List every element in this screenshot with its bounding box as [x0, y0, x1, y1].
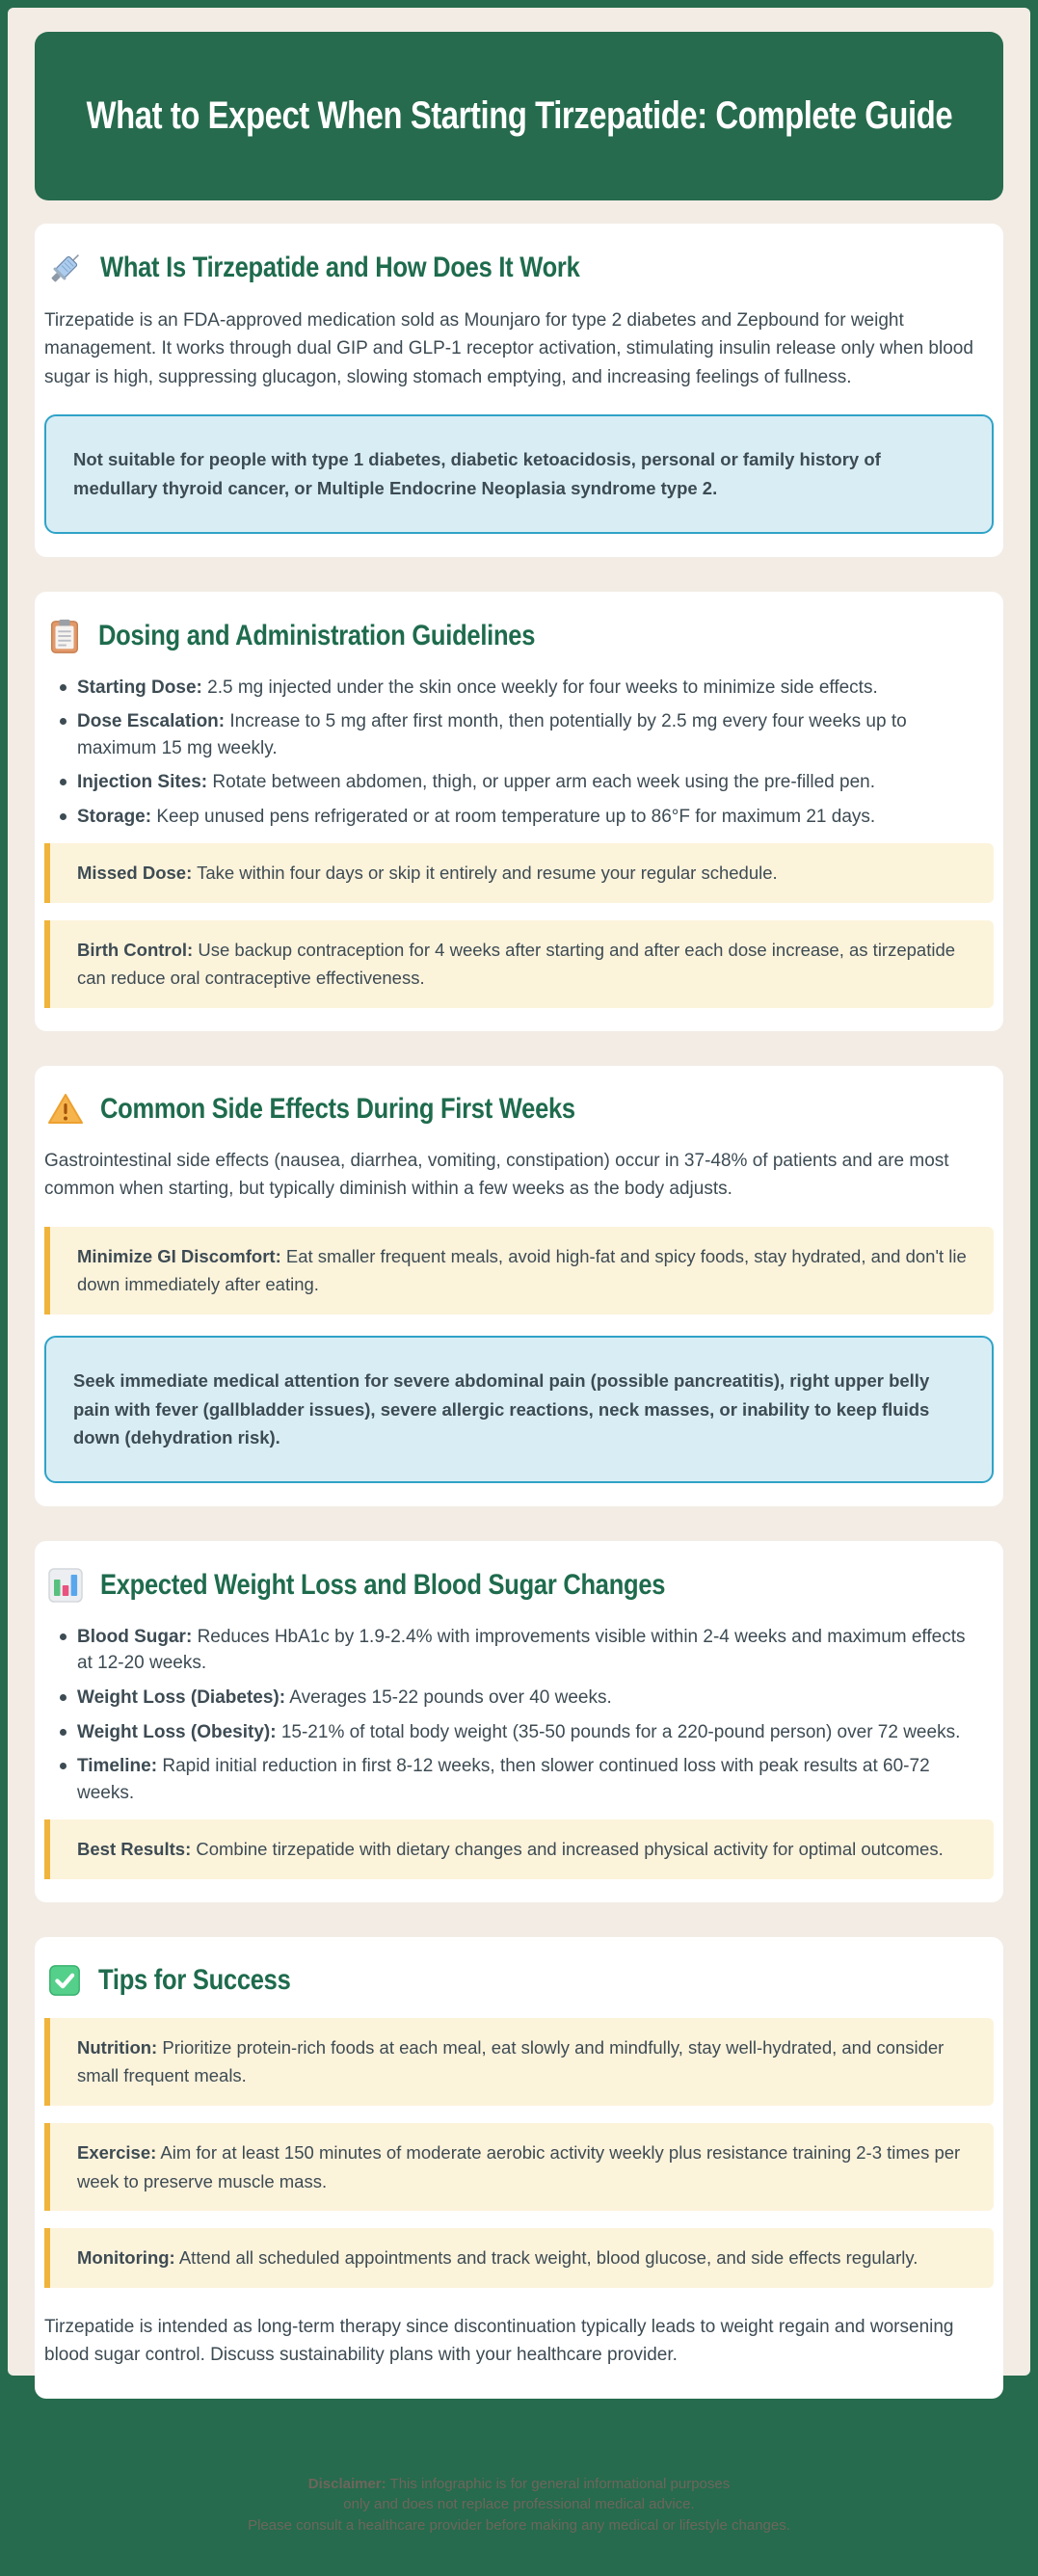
bullet-text: Averages 15-22 pounds over 40 weeks. [289, 1686, 612, 1708]
bullet-label: Storage: [77, 806, 152, 827]
contraindication-alert: Not suitable for people with type 1 diabetes, diabetic ketoacidosis, personal or family history of medullary thyroid cancer, or Multiple Endocrine Neoplasia syndrome type 2. [44, 414, 994, 533]
list-item-dose-escalation [56, 708, 982, 761]
emergency-alert: Seek immediate medical attention for severe abdominal pain (possible pancreatitis), right upper belly pain with fever (gallbladder issues), severe allergic reactions, neck masses, or inability to keep fluids down (dehydration risk). [44, 1336, 994, 1483]
intro-paragraph: Tirzepatide is an FDA-approved medication sold as Mounjaro for type 2 diabetes and Zepbound for weight management. It works through dual GIP and GLP-1 receptor activation, stimulating insulin release only when blood sugar is high, suppressing glucagon, slowing stomach emptying, and increasing feelings of fullness. [44, 310, 973, 387]
content [35, 224, 1003, 2399]
section-heading [46, 617, 994, 655]
section-title: What Is Tirzepatide and How Does It Work [100, 252, 580, 283]
tip-label: Birth Control: [77, 939, 194, 960]
bullet-text: 2.5 mg injected under the skin once weekly for four weeks to minimize side effects. [207, 677, 878, 698]
bullet-text: Reduces HbA1c by 1.9-2.4% with improvements visible within 2-4 weeks and maximum effects at 12-20 weeks. [77, 1626, 966, 1674]
section-title: Common Side Effects During First Weeks [100, 1093, 575, 1126]
tip-text: Prioritize protein-rich foods at each meal, eat slowly and mindfully, stay well-hydrated, and consider small frequent meals. [77, 2036, 945, 2086]
tip-label: Missed Dose: [77, 863, 193, 884]
tip-best-results [44, 1819, 994, 1879]
bullet-label: Dose Escalation: [77, 711, 226, 732]
bullet-label: Weight Loss (Diabetes): [77, 1686, 286, 1708]
bullet-label: Blood Sugar: [77, 1626, 193, 1647]
list-item-blood-sugar [56, 1624, 982, 1677]
list-item-weight-loss-diabetes [56, 1685, 982, 1712]
section-heading [46, 249, 994, 287]
side-effects-paragraph: Gastrointestinal side effects (nausea, diarrhea, vomiting, constipation) occur in 37-48% of patients and are most common when starting, but typically diminish within a few weeks as the body adjusts. [44, 1151, 949, 1200]
section-side-effects [35, 1066, 1003, 1506]
tip-birth-control [44, 920, 994, 1008]
tip-nutrition [44, 2018, 994, 2106]
bullet-label: Timeline: [77, 1756, 158, 1777]
disclaimer [35, 2433, 1003, 2536]
dosing-list [56, 675, 982, 831]
page-frame [8, 8, 1030, 2535]
section-title: Tips for Success [98, 1963, 291, 1996]
section-title: Dosing and Administration Guidelines [98, 619, 536, 651]
disclaimer-label: Disclaimer: [307, 2475, 386, 2492]
tip-text: Attend all scheduled appointments and track weight, blood glucose, and side effects regularly. [178, 2247, 918, 2269]
tip-text: Combine tirzepatide with dietary changes and increased physical activity for optimal outcomes. [196, 1839, 944, 1860]
tip-text: Aim for at least 150 minutes of moderate aerobic activity weekly plus resistance training 2-3 times per week to preserve muscle mass. [77, 2141, 961, 2191]
disclaimer-line: Disclaimer: This infographic is for general informational purposes [307, 2475, 731, 2492]
results-list [56, 1624, 982, 1806]
bar-chart-icon [46, 1566, 85, 1605]
tip-monitoring [44, 2228, 994, 2288]
tip-minimize-gi [44, 1227, 994, 1315]
section-expected-results [35, 1541, 1003, 1902]
tip-label: Best Results: [77, 1839, 192, 1860]
list-item-storage [56, 804, 982, 831]
clipboard-icon [46, 617, 83, 655]
bullet-text: 15-21% of total body weight (35-50 pounds for a 220-pound person) over 72 weeks. [280, 1721, 961, 1742]
bullet-label: Injection Sites: [77, 772, 208, 793]
section-tips-for-success [35, 1937, 1003, 2399]
tip-label: Monitoring: [77, 2247, 175, 2269]
bullet-label: Weight Loss (Obesity): [77, 1721, 277, 1742]
bullet-label: Starting Dose: [77, 677, 202, 698]
page-header [35, 32, 1003, 200]
section-dosing [35, 592, 1003, 1032]
tip-label: Minimize GI Discomfort: [77, 1245, 281, 1266]
bullet-text: Keep unused pens refrigerated or at room temperature up to 86°F for maximum 21 days. [156, 806, 876, 827]
tip-text: Use backup contraception for 4 weeks after starting and after each dose increase, as tirzepatide can reduce oral contraceptive effectiveness. [77, 939, 956, 989]
qr-code [17, 2466, 125, 2574]
page-footer [35, 2433, 1003, 2576]
disclaimer-line: only and does not replace professional medical advice. [343, 2496, 695, 2513]
bullet-text: Rapid initial reduction in first 8-12 weeks, then slower continued loss with peak results at 60-72 weeks. [77, 1756, 930, 1803]
tip-text: Take within four days or skip it entirely and resume your regular schedule. [197, 863, 778, 884]
list-item-starting-dose [56, 675, 982, 702]
bullet-text: Rotate between abdomen, thigh, or upper arm each week using the pre-filled pen. [212, 772, 876, 793]
warning-icon [46, 1091, 85, 1128]
section-heading [46, 1962, 994, 1999]
disclaimer-line: Please consult a healthcare provider before making any medical or lifestyle changes. [248, 2517, 790, 2535]
tip-exercise [44, 2123, 994, 2211]
page-title: What to Expect When Starting Tirzepatide: Complete Guide [86, 94, 952, 137]
list-item-injection-sites [56, 769, 982, 796]
tip-text: Eat smaller frequent meals, avoid high-fat and spicy foods, stay hydrated, and don't lie down immediately after eating. [77, 1245, 967, 1295]
section-heading [46, 1566, 994, 1605]
list-item-weight-loss-obesity [56, 1719, 982, 1746]
check-icon [46, 1962, 83, 1999]
section-what-is-tirzepatide [35, 224, 1003, 557]
section-title: Expected Weight Loss and Blood Sugar Changes [100, 1568, 666, 1601]
tip-missed-dose [44, 843, 994, 903]
tip-label: Exercise: [77, 2141, 157, 2163]
bullet-text: Increase to 5 mg after first month, then potentially by 2.5 mg every four weeks up to maximum 15 mg weekly. [77, 711, 907, 758]
tip-label: Nutrition: [77, 2036, 158, 2058]
long-term-paragraph: Tirzepatide is intended as long-term therapy since discontinuation typically leads to weight regain and worsening blood sugar control. Discuss sustainability plans with your healthcare provider. [44, 2316, 954, 2366]
list-item-timeline [56, 1753, 982, 1806]
syringe-icon [46, 249, 85, 287]
section-heading [46, 1091, 994, 1128]
